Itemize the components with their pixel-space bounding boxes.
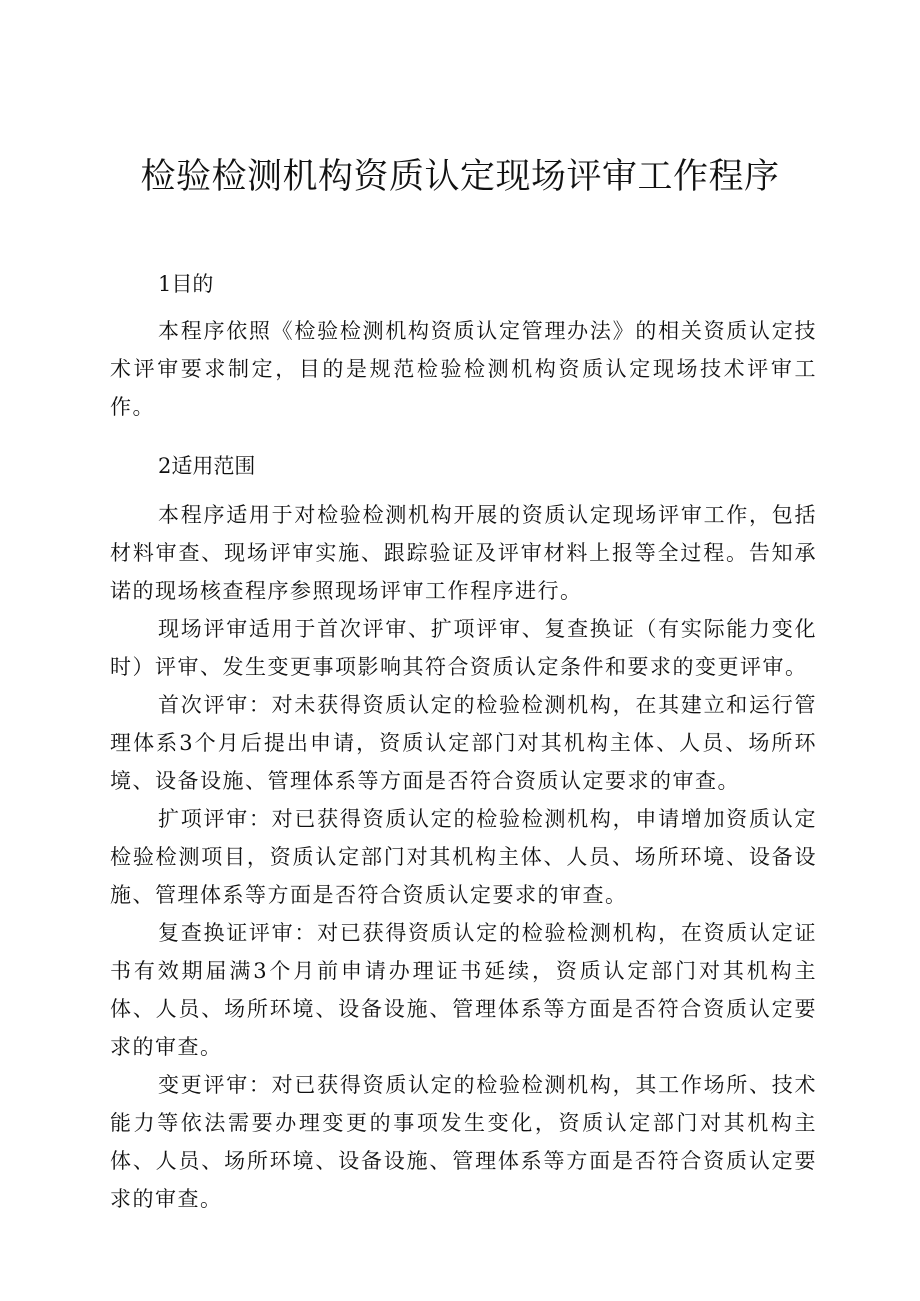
paragraph: 现场评审适用于首次评审、扩项评审、复查换证（有实际能力变化时）评审、发生变更事项影响其符合资质认定条件和要求的变更评审。 (110, 617, 817, 679)
paragraph: 本程序依照《检验检测机构资质认定管理办法》的相关资质认定技术评审要求制定，目的是规范检验检测机构资质认定现场技术评审工作。 (110, 319, 817, 419)
section-heading-purpose: 1目的 (158, 272, 214, 296)
paragraph: 本程序适用于对检验检测机构开展的资质认定现场评审工作，包括材料审查、现场评审实施、跟踪验证及评审材料上报等全过程。告知承诺的现场核查程序参照现场评审工作程序进行。 (110, 503, 817, 603)
paragraph: 扩项评审：对已获得资质认定的检验检测机构，申请增加资质认定检验检测项目，资质认定部门对其机构主体、人员、场所环境、设备设施、管理体系等方面是否符合资质认定要求的审查。 (110, 807, 817, 907)
document-title: 检验检测机构资质认定现场评审工作程序 (140, 157, 780, 197)
paragraph: 首次评审：对未获得资质认定的检验检测机构，在其建立和运行管理体系3个月后提出申请，资质认定部门对其机构主体、人员、场所环境、设备设施、管理体系等方面是否符合资质认定要求的审查。 (110, 693, 817, 793)
document-body (110, 260, 817, 1218)
section-heading-scope: 2适用范围 (158, 454, 256, 478)
paragraph: 复查换证评审：对已获得资质认定的检验检测机构，在资质认定证书有效期届满3个月前申请办理证书延续，资质认定部门对其机构主体、人员、场所环境、设备设施、管理体系等方面是否符合资质认定要求的审查。 (110, 921, 817, 1059)
paragraph: 变更评审：对已获得资质认定的检验检测机构，其工作场所、技术能力等依法需要办理变更的事项发生变化，资质认定部门对其机构主体、人员、场所环境、设备设施、管理体系等方面是否符合资质认定要求的审查。 (110, 1073, 817, 1211)
